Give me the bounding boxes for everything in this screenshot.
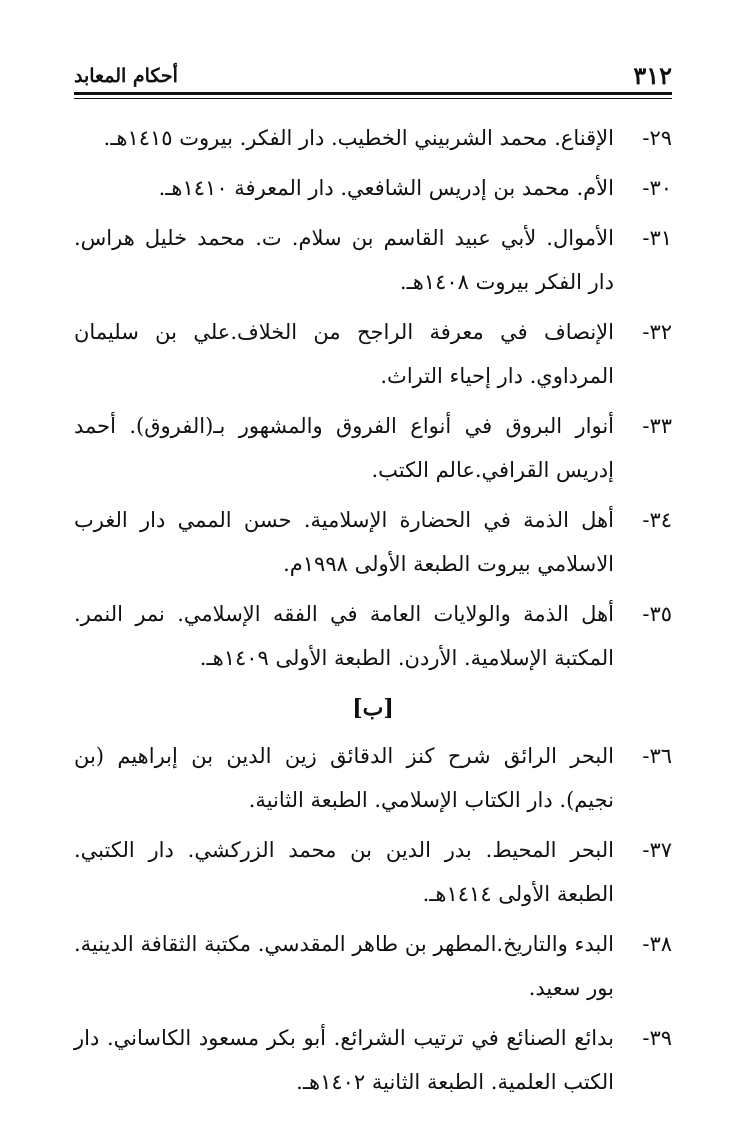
page-number: ٣١٢ <box>633 61 672 90</box>
bibliography-entry-35 <box>74 592 672 680</box>
entry-text: البدء والتاريخ.المطهر بن طاهر المقدسي. مكتبة الثقافة الدينية. بور سعيد. <box>74 932 614 1000</box>
bibliography-entry-30 <box>74 166 672 210</box>
entry-number: ٢٩- <box>642 126 672 150</box>
bibliography-entry-38 <box>74 922 672 1010</box>
bibliography-entry-36 <box>74 734 672 822</box>
bibliography-entry-31 <box>74 216 672 304</box>
header-rule-thin <box>74 98 672 99</box>
bibliography-entry-34 <box>74 498 672 586</box>
entry-text: الأموال. لأبي عبيد القاسم بن سلام. ت. محمد خليل هراس. دار الفكر بيروت ١٤٠٨هـ. <box>74 226 614 294</box>
entry-number: ٣١- <box>642 226 672 250</box>
bibliography-list <box>74 116 672 1110</box>
entry-text: أنوار البروق في أنواع الفروق والمشهور بـ(الفروق). أحمد إدريس القرافي.عالم الكتب. <box>74 414 614 482</box>
entry-number: ٣٧- <box>642 838 672 862</box>
header-rule-thick <box>74 92 672 95</box>
entry-number: ٣٥- <box>642 602 672 626</box>
entry-number: ٣٢- <box>642 320 672 344</box>
entry-number: ٣٦- <box>642 744 672 768</box>
entry-text: أهل الذمة في الحضارة الإسلامية. حسن الممي دار الغرب الاسلامي بيروت الطبعة الأولى ١٩٩٨م. <box>74 508 614 576</box>
entry-number: ٣٩- <box>642 1026 672 1050</box>
entry-text: الإقناع. محمد الشربيني الخطيب. دار الفكر. بيروت ١٤١٥هـ. <box>103 126 614 150</box>
entry-text: البحر الرائق شرح كنز الدقائق زين الدين بن إبراهيم (بن نجيم). دار الكتاب الإسلامي. الطبعة الثانية. <box>74 744 614 812</box>
entry-text: بدائع الصنائع في ترتيب الشرائع. أبو بكر مسعود الكاساني. دار الكتب العلمية. الطبعة الثانية ١٤٠٢هـ. <box>74 1026 614 1094</box>
entry-text: أهل الذمة والولايات العامة في الفقه الإسلامي. نمر النمر. المكتبة الإسلامية. الأردن. الطبعة الأولى ١٤٠٩هـ. <box>74 602 614 670</box>
section-heading: [ب] <box>352 695 394 721</box>
entry-text: البحر المحيط. بدر الدين بن محمد الزركشي. دار الكتبي. الطبعة الأولى ١٤١٤هـ. <box>74 838 614 906</box>
bibliography-entry-39 <box>74 1016 672 1104</box>
page-header <box>74 56 672 90</box>
bibliography-entry-33 <box>74 404 672 492</box>
entry-text: الأم. محمد بن إدريس الشافعي. دار المعرفة ١٤١٠هـ. <box>158 176 614 200</box>
bibliography-entry-37 <box>74 828 672 916</box>
running-title: أحكام المعابد <box>74 65 178 87</box>
entry-text: الإنصاف في معرفة الراجح من الخلاف.علي بن سليمان المرداوي. دار إحياء التراث. <box>74 320 614 388</box>
entry-number: ٣٤- <box>642 508 672 532</box>
bibliography-entry-32 <box>74 310 672 398</box>
entry-number: ٣٨- <box>642 932 672 956</box>
bibliography-entry-29 <box>74 116 672 160</box>
entry-number: ٣٣- <box>642 414 672 438</box>
entry-number: ٣٠- <box>642 176 672 200</box>
